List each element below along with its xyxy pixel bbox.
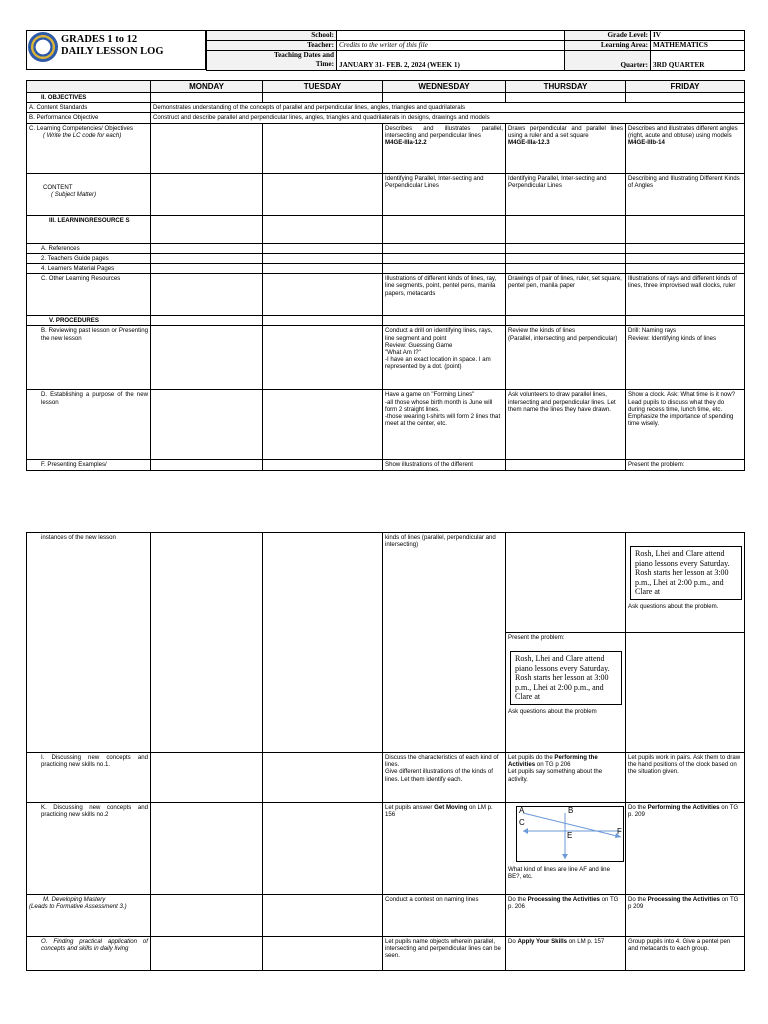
review-wednesday: Conduct a drill on identifying lines, rays, line segment and point Review: Guessing Game "What Am I?" -I have an exact location in space. I am represented by a dot. (point): [383, 326, 506, 390]
purpose-friday: Show a clock. Ask: What time is it now? Lead pupils to discuss what they do during recess time, lunch time, etc. Emphasize the importance of spending time wisely.: [626, 390, 745, 460]
examples-wednesday: Show illustrations of the different: [383, 460, 506, 470]
cell: [263, 93, 383, 103]
practical-friday: Group pupils into 4. Give a pentel pen and metacards to each group.: [626, 937, 745, 971]
cell: [151, 264, 263, 274]
page-2: [0, 512, 768, 1024]
mastery-note: (Leads to Formative Assessment 3.): [29, 903, 127, 911]
discuss2-wednesday: [383, 803, 506, 895]
deped-seal-icon: [28, 32, 58, 62]
cell: [383, 264, 506, 274]
learning-resources-heading: III. LEARNINGRESOURCE S: [27, 215, 151, 243]
cell: [263, 243, 383, 253]
cell: [263, 803, 383, 895]
arrow-head-icon: [562, 854, 568, 859]
teaching-dates-label-1: Teaching Dates and: [273, 51, 334, 59]
lesson-table-page-1: [26, 80, 745, 471]
content-friday: Describing and Illustrating Different Kinds of Angles: [626, 173, 745, 215]
cell: [506, 264, 626, 274]
mastery-label-text: M. Developing Mastery: [43, 896, 106, 903]
discuss2-friday: [626, 803, 745, 895]
text: on LM p. 156: [385, 804, 493, 819]
school-label: School:: [207, 31, 337, 41]
review-thursday: Review the kinds of lines (Parallel, intersecting and perpendicular): [506, 326, 626, 390]
mastery-thursday: [506, 895, 626, 937]
text: Do the: [508, 896, 528, 903]
problem-box: Rosh, Lhei and Clare attend piano lessons every Saturday. Rosh starts her lesson at 3:00 p.m., Lhei at 2:00 p.m., and Clare at: [630, 546, 742, 600]
cell: [263, 264, 383, 274]
teaching-dates-label-2: Time:: [315, 60, 334, 68]
cell: [506, 316, 626, 326]
other-resources-friday: Illustrations of rays and different kinds of lines, three improvised wall clocks, ruler: [626, 274, 745, 316]
learners-material-label: 4. Learners Material Pages: [27, 264, 151, 274]
diagram-label-e: E: [567, 831, 573, 840]
discuss2-thursday: [506, 803, 626, 895]
cell: [383, 253, 506, 263]
purpose-label: D. Establishing a purpose of the new lesson: [27, 390, 151, 460]
cell: [626, 215, 745, 243]
cell: [151, 93, 263, 103]
examples-wednesday-cont: kinds of lines (parallel, perpendicular and intersecting): [383, 533, 506, 753]
day-header-thursday: THURSDAY: [506, 81, 626, 93]
objectives-heading: II. OBJECTIVES: [27, 93, 151, 103]
cell: [263, 173, 383, 215]
cell: [506, 93, 626, 103]
cell: [263, 460, 383, 470]
mastery-wednesday: Conduct a contest on naming lines: [383, 895, 506, 937]
cell: [151, 243, 263, 253]
cell: [506, 243, 626, 253]
content-label: [27, 173, 151, 215]
competencies-friday: [626, 123, 745, 173]
day-header-monday: MONDAY: [151, 81, 263, 93]
text: Do: [508, 938, 518, 945]
competencies-wednesday: [383, 123, 506, 173]
teaching-dates-label: [207, 51, 337, 71]
text-bold: Performing the Activities: [508, 754, 598, 769]
cell: [151, 390, 263, 460]
mastery-friday: [626, 895, 745, 937]
header-info-table: [206, 30, 745, 71]
cell: [263, 390, 383, 460]
page-1: [0, 0, 768, 500]
cell: [263, 895, 383, 937]
problem-box: Rosh, Lhei and Clare attend piano lessons every Saturday. Rosh starts her lesson at 3:00 p.m., Lhei at 2:00 p.m., and Clare at: [510, 651, 622, 705]
references-label: A. References: [27, 243, 151, 253]
content-wednesday: Identifying Parallel, Inter-secting and Perpendicular Lines: [383, 173, 506, 215]
presenting-examples-label-cont: instances of the new lesson: [27, 533, 151, 753]
cell: [626, 93, 745, 103]
teaching-dates-value: JANUARY 31- FEB. 2, 2024 (WEEK 1): [337, 51, 565, 71]
cell: [506, 460, 626, 470]
quarter-value: 3RD QUARTER: [651, 51, 745, 71]
teacher-label: Teacher:: [207, 41, 337, 51]
cell: [263, 326, 383, 390]
cell: [506, 215, 626, 243]
competency-code: M4GE-IIIa-12.2: [385, 139, 427, 147]
cell: [626, 253, 745, 263]
day-header-wednesday: WEDNESDAY: [383, 81, 506, 93]
cell: [151, 753, 263, 803]
title-line-2: DAILY LESSON LOG: [61, 46, 164, 57]
text-bold: Processing the Activities: [647, 896, 720, 903]
school-value: [337, 31, 565, 41]
cell: [151, 937, 263, 971]
other-resources-label: C. Other Learning Resources: [27, 274, 151, 316]
diagram-label-a: A: [519, 806, 525, 815]
cell: [151, 326, 263, 390]
learning-area-label: Learning Area:: [565, 41, 651, 51]
text: Let pupils answer: [385, 804, 435, 811]
cell: [263, 316, 383, 326]
discussing-concepts-2-label: K. Discussing new concepts and practicing new skills no.2: [27, 803, 151, 895]
content-standards-value: Demonstrates understanding of the concepts of parallel and perpendicular lines, angles, triangles and quadrilaterals: [151, 103, 745, 113]
title-line-1: GRADES 1 to 12: [61, 34, 138, 45]
procedures-heading: V. PROCEDURES: [27, 316, 151, 326]
present-problem-text: Present the problem:: [508, 634, 565, 641]
cell: [151, 533, 263, 753]
examples-friday-cont: [626, 533, 745, 633]
competencies-note: ( Write the LC code for each): [43, 131, 122, 139]
document-title: [61, 34, 164, 58]
cell: [151, 253, 263, 263]
practical-application-label: O. Finding practical application of concepts and skills in daily living: [27, 937, 151, 971]
competency-code: M4GE-IIIa-12.3: [508, 139, 550, 147]
competency-code: M4GE-IIIb-14: [628, 139, 665, 147]
cell: [263, 533, 383, 753]
review-lesson-label: B. Reviewing past lesson or Presenting the new lesson: [27, 326, 151, 390]
cell: [263, 123, 383, 173]
title-box: [26, 30, 206, 70]
review-friday: Drill: Naming rays Review: Identifying kinds of lines: [626, 326, 745, 390]
competencies-thursday: [506, 123, 626, 173]
competencies-label: [27, 123, 151, 173]
cell: [626, 264, 745, 274]
other-resources-thursday: Drawings of pair of lines, ruler, set square, pentel pen, manila paper: [506, 274, 626, 316]
cell: [151, 460, 263, 470]
cell: [151, 123, 263, 173]
competency-text: Describes and illustrates different angles (right, acute and obtuse) using models: [628, 124, 738, 139]
day-header-tuesday: TUESDAY: [263, 81, 383, 93]
cell: [263, 253, 383, 263]
examples-friday: Present the problem:: [626, 460, 745, 470]
cell: [263, 753, 383, 803]
text-bold: Apply Your Skills: [517, 938, 568, 945]
diagram-label-b: B: [568, 806, 574, 815]
teachers-guide-label: 2. Teachers Guide pages: [27, 253, 151, 263]
examples-thursday-cont: [506, 633, 626, 753]
text: on TG p. 209: [628, 804, 739, 819]
competency-text: Draws perpendicular and parallel lines using a ruler and a set square: [508, 124, 623, 139]
diagram-label-f: F: [617, 827, 622, 836]
content-label-text: CONTENT: [43, 183, 73, 191]
cell: [383, 93, 506, 103]
arrow-head-icon: [523, 828, 528, 834]
blank-header-cell: [27, 81, 151, 93]
performance-objective-value: Construct and describe parallel and perpendicular lines, angles, triangles and quadrilaterals in designs, drawings and models: [151, 113, 745, 123]
cell: [506, 533, 626, 633]
discuss1-friday: Let pupils work in pairs. Ask them to draw the hand positions of the clock based on the situation given.: [626, 753, 745, 803]
competency-text: Describes and illustrates parallel, intersecting and perpendicular lines: [385, 124, 503, 139]
practical-wednesday: Let pupils name objects wherein parallel, intersecting and perpendicular lines can be seen.: [383, 937, 506, 971]
performance-objective-label: B. Performance Objective: [27, 113, 151, 123]
purpose-wednesday: Have a game on "Forming Lines" -all those whose birth month is June will form 2 straight lines. -those wearing t-shirts will form 2 lines that meet at the center, etc.: [383, 390, 506, 460]
cell: [383, 215, 506, 243]
content-note: ( Subject Matter): [51, 190, 97, 198]
presenting-examples-label: F. Presenting Examples/: [27, 460, 151, 470]
cell: [383, 243, 506, 253]
text: on TG p 206 Let pupils say something about the activity.: [508, 761, 603, 783]
lesson-table-page-2: [26, 532, 745, 971]
discussing-concepts-1-label: I. Discussing new concepts and practicing new skills no.1.: [27, 753, 151, 803]
lesson-log-header: [26, 30, 744, 70]
practical-thursday: [506, 937, 626, 971]
cell: [263, 937, 383, 971]
text: on TG p 209: [628, 896, 739, 911]
cell: [626, 316, 745, 326]
quarter-label: Quarter:: [565, 51, 651, 71]
developing-mastery-label: [27, 895, 151, 937]
discuss1-thursday: [506, 753, 626, 803]
cell: [383, 316, 506, 326]
cell: [151, 316, 263, 326]
learning-area-value: MATHEMATICS: [651, 41, 745, 51]
cell: [151, 803, 263, 895]
cell: [263, 274, 383, 316]
cell: [506, 253, 626, 263]
ask-questions-text: Ask questions about the problem: [508, 707, 597, 715]
grade-level-label: Grade Level:: [565, 31, 651, 41]
competencies-label-text: C. Learning Competencies/ Objectives: [29, 124, 133, 132]
cell: [151, 215, 263, 243]
ask-questions-text: Ask questions about the problem.: [628, 602, 719, 610]
cell: [263, 215, 383, 243]
grade-level-value: IV: [651, 31, 745, 41]
diagram-caption: What kind of lines are line AF and line BE?, etc.: [508, 866, 610, 881]
text: Do the: [628, 896, 648, 903]
content-standards-label: A. Content Standards: [27, 103, 151, 113]
discuss1-wednesday: Discuss the characteristics of each kind of lines. Give different illustrations of the kinds of lines. Let them identify each.: [383, 753, 506, 803]
cell: [626, 633, 745, 753]
cell: [151, 895, 263, 937]
text-bold: Get Moving: [434, 804, 468, 811]
teacher-value: Credits to the writer of this file: [337, 41, 565, 51]
text-bold: Processing the Activities: [527, 896, 600, 903]
text: Do the: [628, 804, 648, 811]
text: on LM p. 157: [567, 938, 605, 945]
cell: [151, 274, 263, 316]
day-header-friday: FRIDAY: [626, 81, 745, 93]
other-resources-wednesday: Illustrations of different kinds of lines, ray, line segments, point, pentel pens, manila papers, metacards: [383, 274, 506, 316]
text: on TG p. 206: [508, 896, 619, 911]
cell: [151, 173, 263, 215]
text: Let pupils do the: [508, 754, 555, 761]
content-thursday: Identifying Parallel, Inter-secting and Perpendicular Lines: [506, 173, 626, 215]
lines-diagram: [516, 806, 624, 862]
cell: [626, 243, 745, 253]
purpose-thursday: Ask volunteers to draw parallel lines, intersecting and perpendicular lines. Let them name the lines they have drawn.: [506, 390, 626, 460]
diagram-label-c: C: [519, 818, 525, 827]
text-bold: Performing the Activities: [647, 804, 720, 811]
